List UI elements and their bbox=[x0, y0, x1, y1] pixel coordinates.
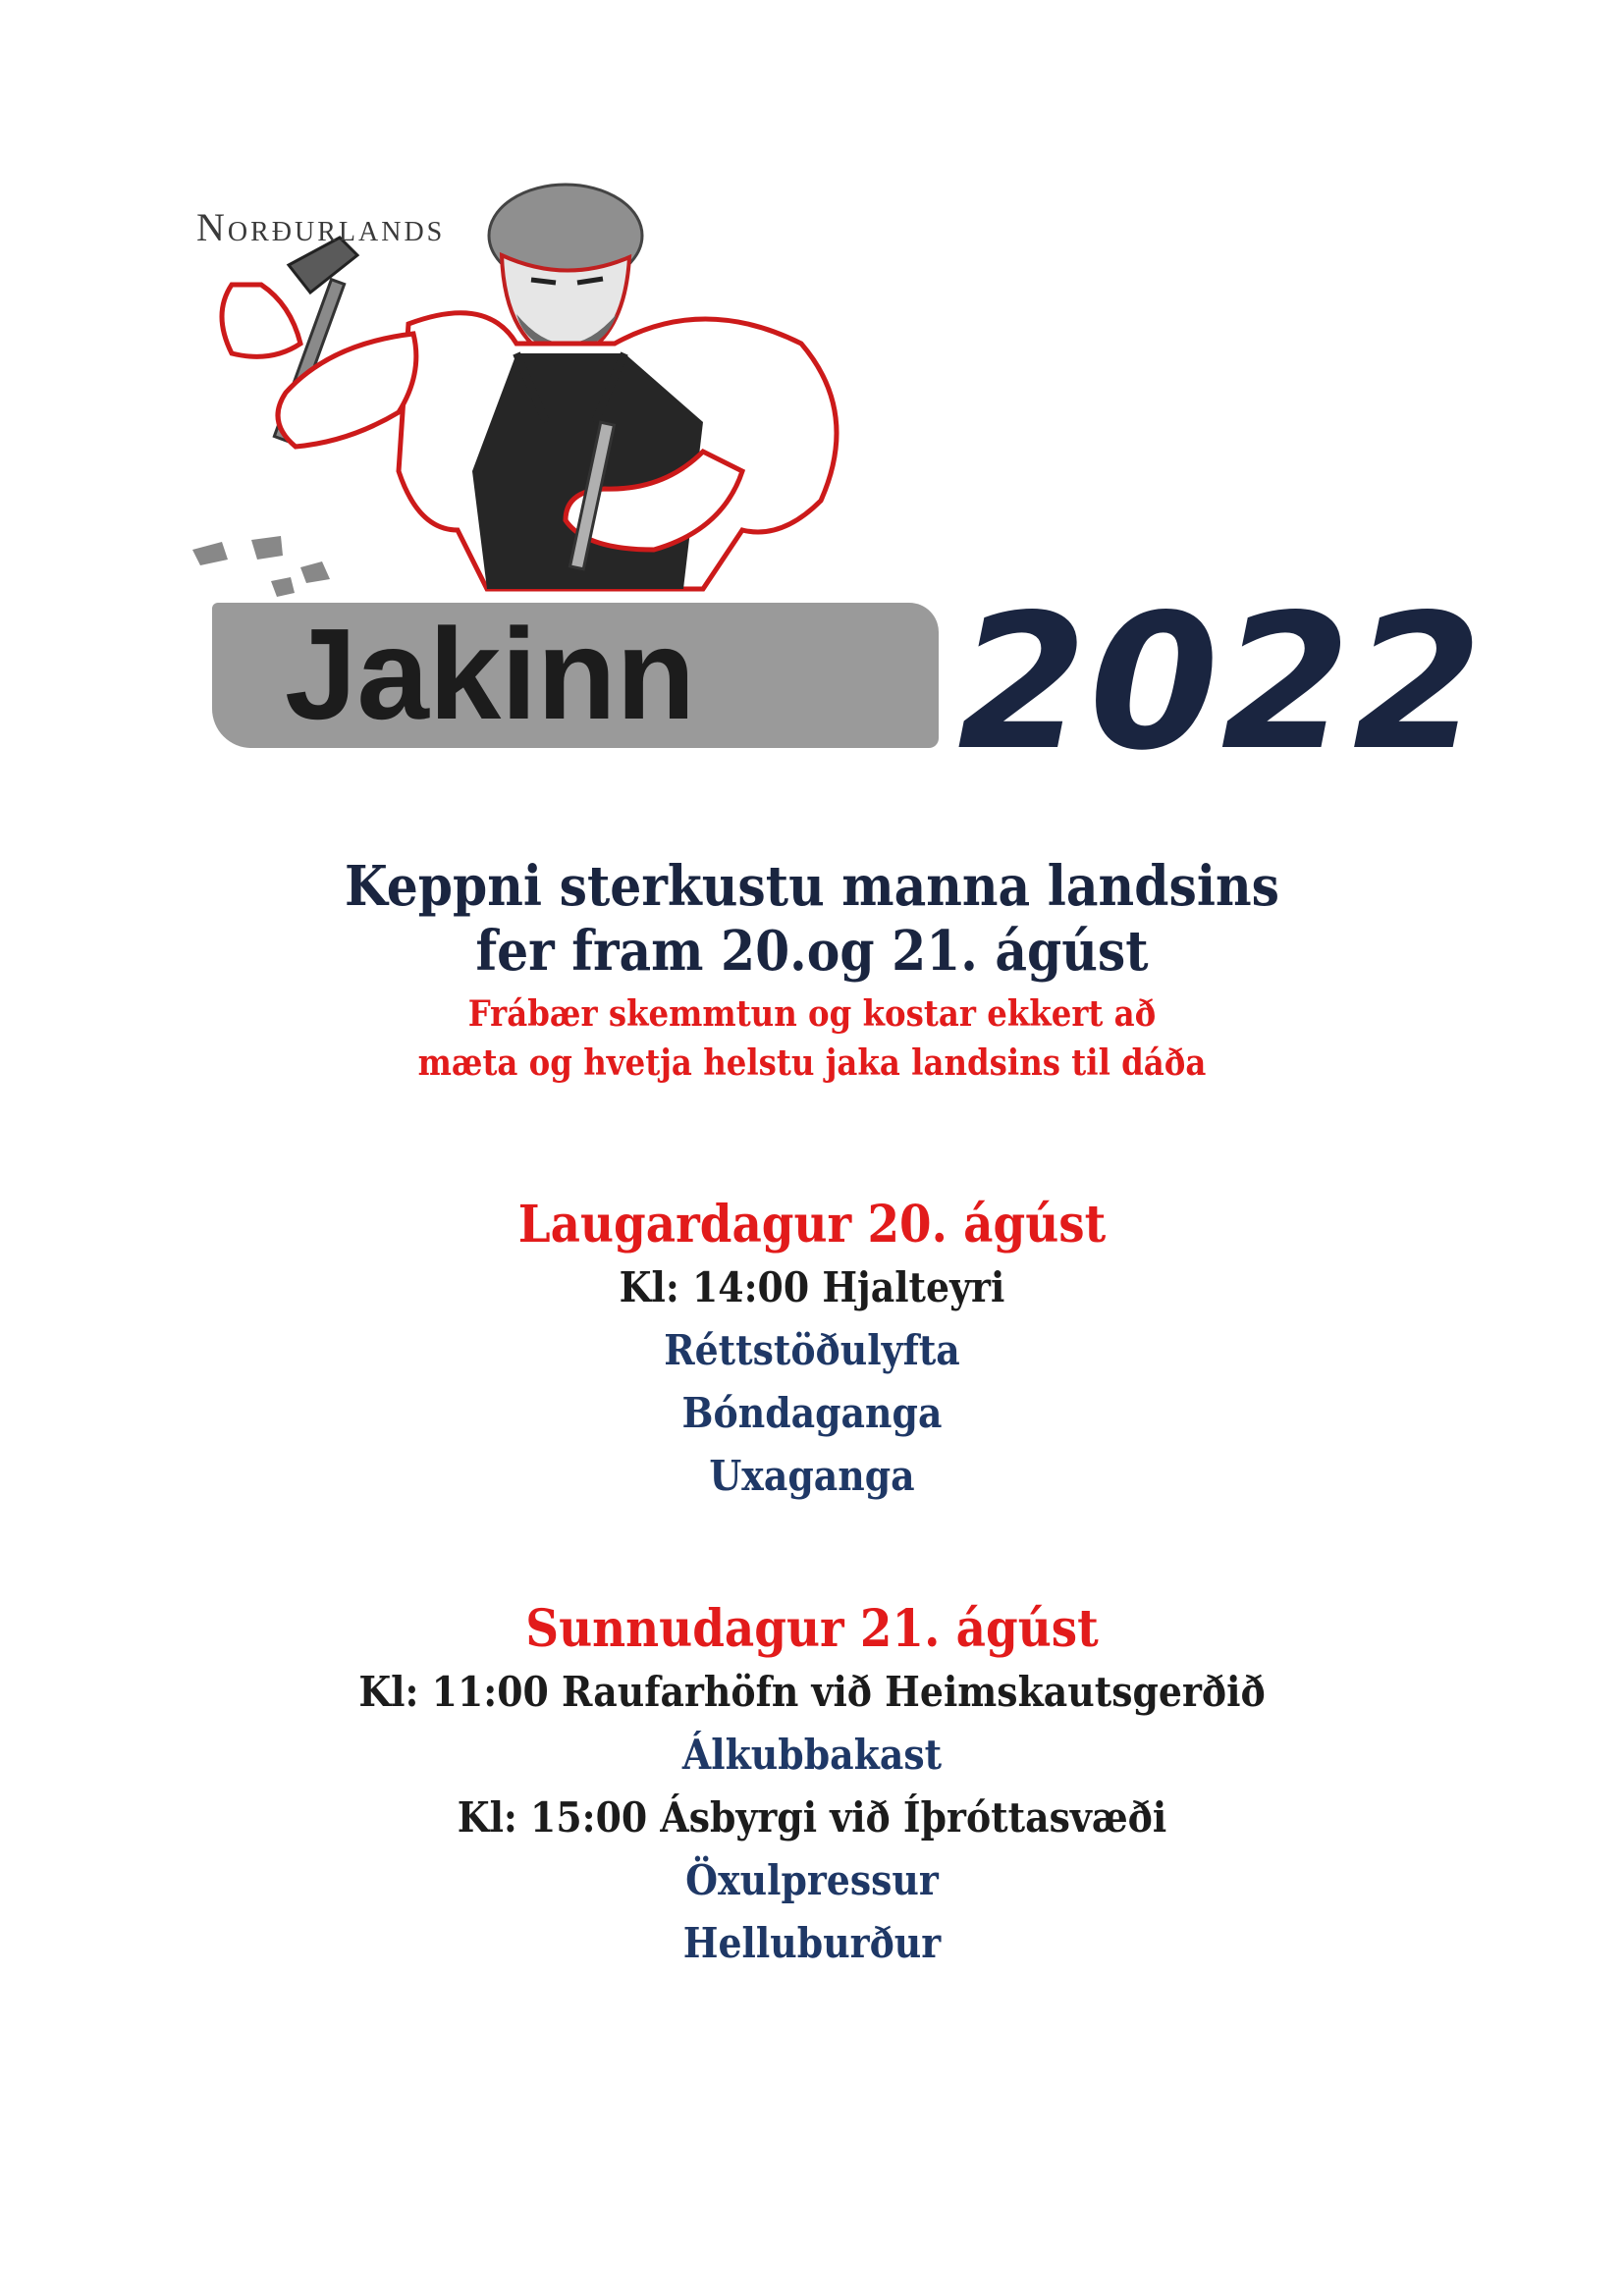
headline-line-2: fer fram 20.og 21. ágúst bbox=[475, 919, 1149, 984]
logo-name: Jakinn bbox=[285, 602, 696, 746]
brand-region-label: Norðurlands bbox=[196, 205, 446, 249]
poster-content bbox=[0, 854, 1624, 1975]
saturday-time-place: Kl: 14:00 Hjalteyri bbox=[619, 1263, 1005, 1311]
saturday-day-heading: Laugardagur 20. ágúst bbox=[517, 1195, 1107, 1255]
event-item: Uxaganga bbox=[709, 1452, 915, 1500]
tagline-line-2: mæta og hvetja helstu jaka landsins til dáða bbox=[417, 1042, 1207, 1084]
sunday-day-heading: Sunnudagur 21. ágúst bbox=[525, 1599, 1099, 1659]
event-item: Helluburður bbox=[682, 1919, 942, 1967]
event-item: Öxulpressur bbox=[685, 1856, 939, 1904]
event-item: Bóndaganga bbox=[681, 1389, 943, 1437]
event-item: Álkubbakast bbox=[681, 1731, 943, 1779]
smith-left-arm bbox=[222, 285, 416, 447]
rock-chips bbox=[192, 536, 330, 597]
saturday-schedule bbox=[0, 1194, 1624, 1508]
tagline-line-1: Frábær skemmtun og kostar ekkert að bbox=[467, 993, 1157, 1035]
sunday-session1-time-place: Kl: 11:00 Raufarhöfn við Heimskautsgerðið bbox=[358, 1668, 1266, 1716]
event-year: 2022 bbox=[957, 574, 1485, 791]
event-item: Réttstöðulyfta bbox=[664, 1326, 960, 1374]
headline-line-1: Keppni sterkustu manna landsins bbox=[345, 854, 1279, 919]
sunday-session2-time-place: Kl: 15:00 Ásbyrgi við Íþróttasvæði bbox=[457, 1793, 1167, 1842]
sunday-schedule bbox=[0, 1598, 1624, 1975]
